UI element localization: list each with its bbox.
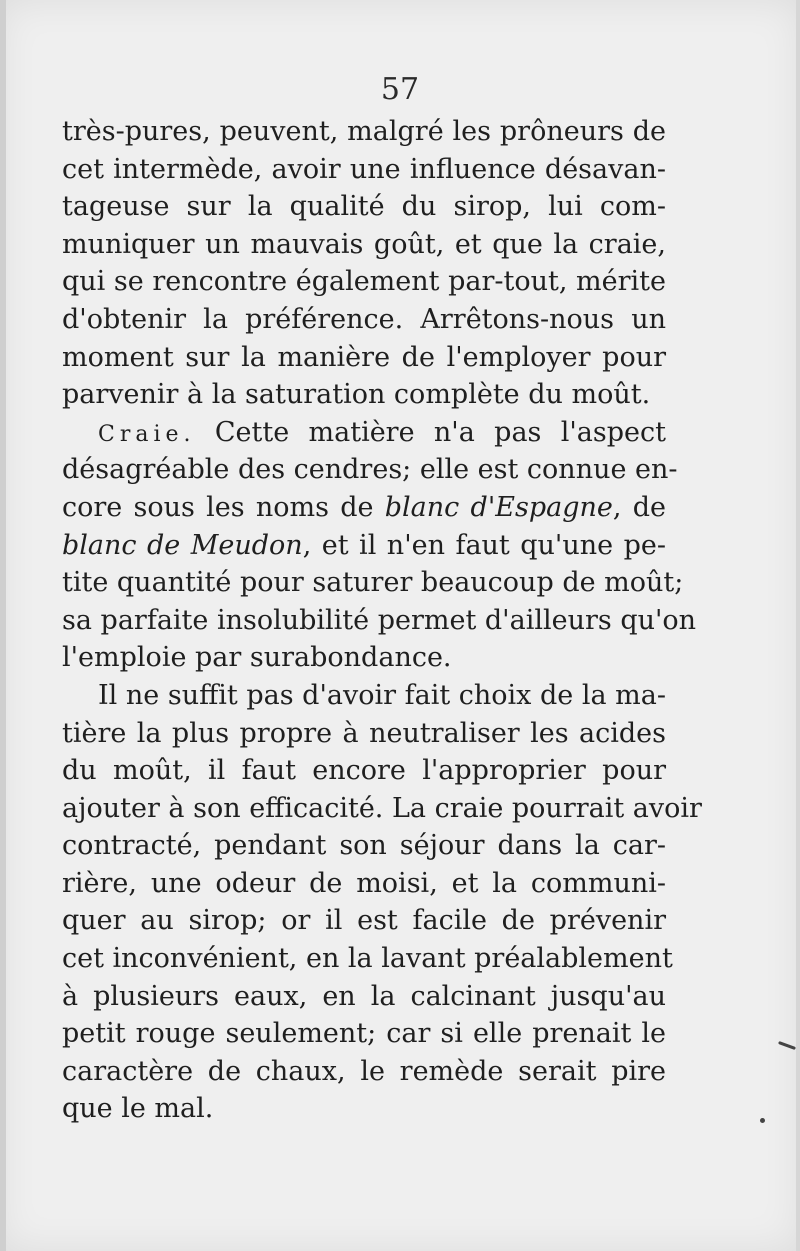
text-line: du moût, il faut encore l'approprier pour — [62, 755, 666, 787]
text-line — [62, 527, 666, 565]
text-line: que le mal. — [62, 1093, 214, 1125]
text-line: ajouter à son efficacité. La craie pourrait avoir — [62, 792, 702, 824]
ink-speck — [760, 1118, 765, 1123]
text-line: cet inconvénient, en la lavant préalablement — [62, 943, 673, 975]
text-line: à plusieurs eaux, en la calcinant jusqu'au — [62, 980, 666, 1012]
text-span: , et il n'en faut qu'une pe- — [302, 529, 666, 561]
paragraph-3 — [62, 677, 702, 1128]
italic-term: blanc d'Espagne — [384, 491, 613, 523]
text-line: quer au sirop; or il est facile de prévenir — [62, 905, 666, 937]
text-line: contracté, pendant son séjour dans la car- — [62, 830, 666, 862]
text-line: caractère de chaux, le remède serait pire — [62, 1055, 666, 1087]
page-number: 57 — [380, 72, 420, 107]
italic-term: blanc de Meudon — [62, 529, 303, 561]
text-span: , de — [612, 491, 666, 523]
text-line: désagréable des cendres; elle est connue en- — [62, 454, 678, 486]
text-line: muniquer un mauvais goût, et que la craie, — [62, 228, 666, 260]
text-line — [62, 489, 666, 527]
text-line: Il ne suffit pas d'avoir fait choix de la ma- — [98, 679, 666, 711]
body-text — [62, 113, 702, 1128]
text-line: tageuse sur la qualité du sirop, lui com- — [62, 191, 666, 223]
text-line: rière, une odeur de moisi, et la communi- — [62, 867, 666, 899]
text-line: l'emploie par surabondance. — [62, 642, 452, 674]
paragraph-2 — [62, 414, 697, 677]
text-line: cet intermède, avoir une influence désavan- — [62, 153, 666, 185]
text-line: petit rouge seulement; car si elle prenait le — [62, 1018, 666, 1050]
page-right-edge — [796, 0, 800, 1251]
text-line: qui se rencontre également par-tout, mérite — [62, 266, 666, 298]
text-line: moment sur la manière de l'employer pour — [62, 341, 666, 373]
text-line: très-pures, peuvent, malgré les prôneurs de — [62, 116, 666, 147]
text-line: tière la plus propre à neutraliser les acides — [62, 717, 666, 749]
text-line: tite quantité pour saturer beaucoup de moût; — [62, 567, 684, 599]
text-line: sa parfaite insolubilité permet d'ailleurs qu'on — [62, 604, 697, 636]
text-span: Cette matière n'a pas l'aspect — [214, 416, 666, 448]
text-span: core sous les noms de — [62, 491, 374, 523]
page-left-edge — [0, 0, 6, 1251]
paragraph-1 — [62, 113, 666, 414]
text-line — [62, 414, 666, 452]
section-heading: Craie. — [98, 421, 196, 447]
ink-speck — [778, 1041, 796, 1050]
text-line: d'obtenir la préférence. Arrêtons-nous un — [62, 303, 666, 335]
text-line: parvenir à la saturation complète du moût. — [62, 379, 651, 411]
